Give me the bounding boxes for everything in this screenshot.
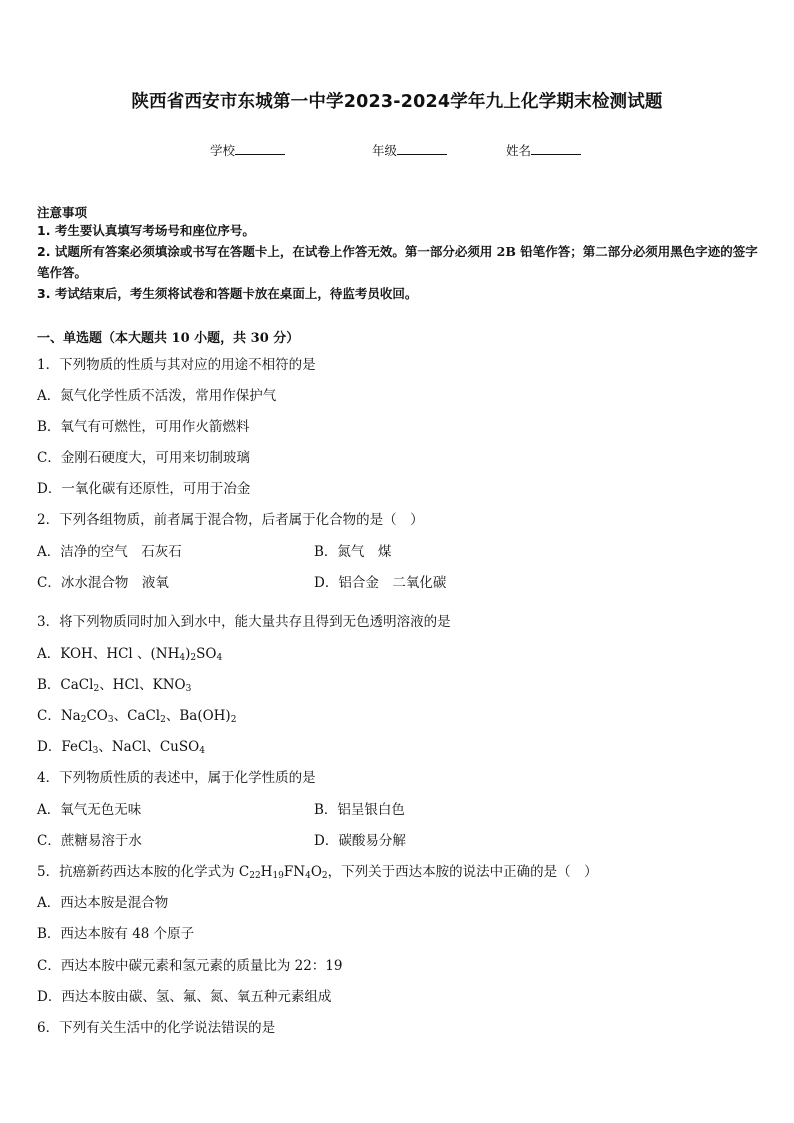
question-3-option-d: D．FeCl$_3$、NaCl、CuSO$_4$ [37, 739, 205, 756]
question-5-option-a: A．西达本胺是混合物 [37, 895, 169, 911]
question-2-option-d: D．铝合金 二氧化碳 [314, 575, 447, 591]
question-4-stem: 4．下列物质性质的表述中，属于化学性质的是 [37, 770, 316, 786]
question-5-option-b: B．西达本胺有 48 个原子 [37, 926, 195, 942]
name-field[interactable]: 姓名 [506, 141, 581, 159]
question-1-stem: 1．下列物质的性质与其对应的用途不相符的是 [37, 357, 316, 373]
question-3-option-c: C．$Na_2CO_3$、CaCl$_2$、$Ba(OH)_2$ [37, 708, 237, 725]
question-3-stem: 3．将下列物质同时加入到水中，能大量共存且得到无色透明溶液的是 [37, 614, 451, 630]
school-field[interactable]: 学校 [210, 141, 285, 159]
question-4-option-a: A．氧气无色无味 [37, 802, 142, 818]
question-4-option-b: B．铝呈银白色 [314, 802, 405, 818]
question-2-option-b: B．氮气 煤 [314, 544, 392, 560]
notice-heading: 注意事项 [37, 205, 88, 220]
question-1-option-b: B．氧气有可燃性，可用作火箭燃料 [37, 419, 250, 435]
question-3-option-b: B．CaCl$_2$、HCl、$KNO_3$ [37, 677, 192, 694]
question-5-option-c: C．西达本胺中碳元素和氢元素的质量比为 22：19 [37, 958, 343, 974]
question-1-option-c: C．金刚石硬度大，可用来切制玻璃 [37, 450, 250, 466]
notice-item-3: 3. 考试结束后，考生须将试卷和答题卡放在桌面上，待监考员收回。 [37, 286, 418, 301]
notice-item-2: 2. 试题所有答案必须填涂或书写在答题卡上，在试卷上作答无效。第一部分必须用 2B 铅笔作答；第二部分必须用黑色字迹的签字笔作答。 [37, 244, 758, 280]
question-2-option-a: A．洁净的空气 石灰石 [37, 544, 182, 560]
question-6-stem: 6．下列有关生活中的化学说法错误的是 [37, 1020, 276, 1036]
grade-blank[interactable] [397, 141, 447, 155]
question-5-option-d: D．西达本胺由碳、氢、氟、氮、氧五种元素组成 [37, 989, 332, 1005]
section-title: 一、单选题（本大题共 10 小题，共 30 分） [37, 331, 300, 346]
student-info-row [0, 141, 794, 161]
page-title: 陕西省西安市东城第一中学2023-2024学年九上化学期末检测试题 [131, 92, 663, 112]
question-4-option-d: D．碳酸易分解 [314, 833, 406, 849]
name-blank[interactable] [531, 141, 581, 155]
question-2-stem: 2．下列各组物质，前者属于混合物，后者属于化合物的是（ ） [37, 512, 424, 528]
question-5-stem: 5．抗癌新药西达本胺的化学式为 $C_{22}H_{19}FN_4O_2$，下列关于西达本胺的说法中正确的是（ ） [37, 864, 598, 881]
question-1-option-a: A．氮气化学性质不活泼，常用作保护气 [37, 388, 277, 404]
school-blank[interactable] [235, 141, 285, 155]
grade-field[interactable]: 年级 [372, 141, 447, 159]
question-2-option-c: C．冰水混合物 液氧 [37, 575, 169, 591]
notice-item-1: 1. 考生要认真填写考场号和座位序号。 [37, 223, 255, 238]
question-1-option-d: D．一氧化碳有还原性，可用于冶金 [37, 481, 251, 497]
question-4-option-c: C．蔗糖易溶于水 [37, 833, 142, 849]
question-3-option-a: A．KOH、HCl 、$(NH_4)_2SO_4$ [37, 646, 223, 663]
